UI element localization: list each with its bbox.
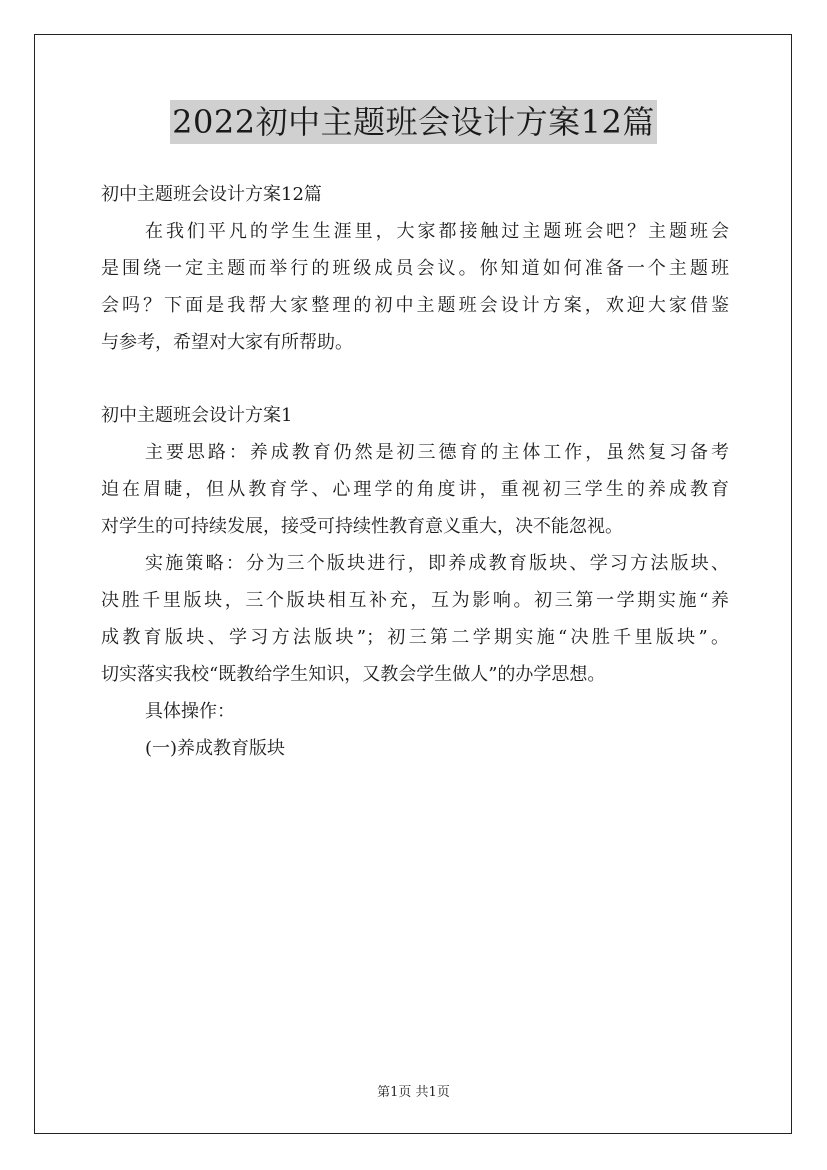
operation-label: 具体操作： bbox=[145, 701, 235, 722]
section1-idea-line-2: 迫在眉睫，但从教育学、心理学的角度讲，重视初三学生的养成教育 bbox=[101, 479, 729, 500]
intro-line-3: 会吗？下面是我帮大家整理的初中主题班会设计方案，欢迎大家借鉴 bbox=[101, 295, 729, 316]
intro-line-4: 与参考，希望对大家有所帮助。 bbox=[101, 332, 353, 353]
subtitle: 初中主题班会设计方案12篇 bbox=[101, 184, 322, 205]
intro-line-1: 在我们平凡的学生生涯里，大家都接触过主题班会吧？主题班会 bbox=[145, 221, 729, 242]
section1-strategy-line-1: 实施策略：分为三个版块进行，即养成教育版块、学习方法版块、 bbox=[145, 553, 729, 574]
document-title-block bbox=[0, 100, 827, 144]
section1-heading: 初中主题班会设计方案1 bbox=[101, 405, 293, 426]
document-title: 2022初中主题班会设计方案12篇 bbox=[170, 100, 657, 144]
page-footer bbox=[0, 1084, 827, 1102]
section1-strategy-line-2: 决胜千里版块，三个版块相互补充，互为影响。初三第一学期实施“养 bbox=[101, 590, 729, 611]
page-number: 第1页 共1页 bbox=[377, 1085, 450, 1100]
intro-line-2: 是围绕一定主题而举行的班级成员会议。你知道如何准备一个主题班 bbox=[101, 258, 729, 279]
section1-strategy-line-3: 成教育版块、学习方法版块”；初三第二学期实施“决胜千里版块”。 bbox=[101, 627, 729, 648]
section1-idea-line-3: 对学生的可持续发展，接受可持续性教育意义重大，决不能忽视。 bbox=[101, 516, 623, 537]
section1-strategy-line-4: 切实落实我校“既教给学生知识，又教会学生做人”的办学思想。 bbox=[101, 664, 606, 685]
section1-idea-line-1: 主要思路：养成教育仍然是初三德育的主体工作，虽然复习备考 bbox=[145, 442, 729, 463]
document-body bbox=[101, 176, 729, 767]
subsection-heading: (一)养成教育版块 bbox=[145, 738, 286, 759]
